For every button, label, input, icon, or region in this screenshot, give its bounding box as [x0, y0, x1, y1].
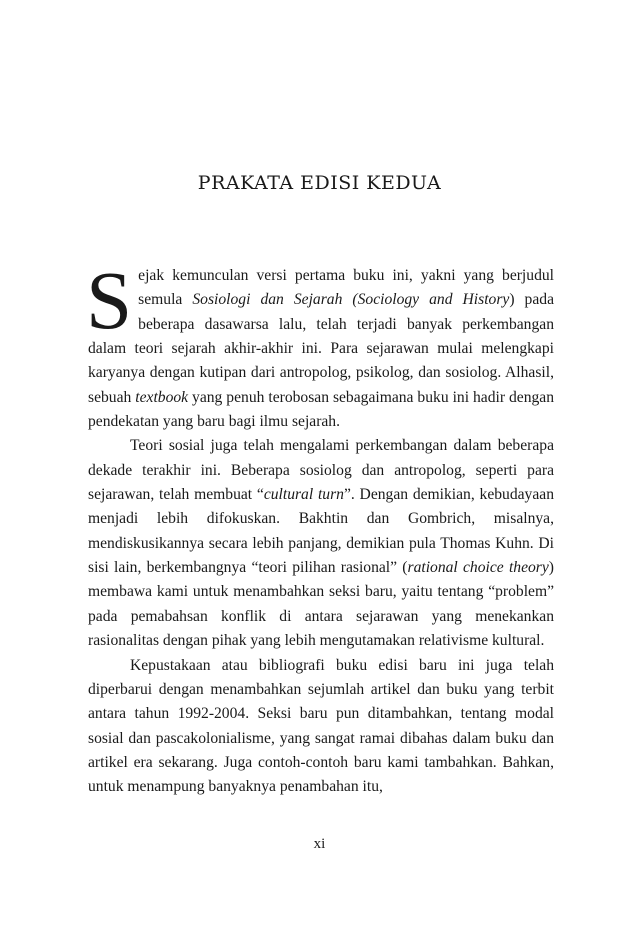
- drop-cap: S: [86, 254, 133, 346]
- paragraph-2-text-a: Teori sosial juga telah mengalami perkembangan dalam beberapa dekade terakhir ini. Beberapa sosiolog dan antropolog, seperti para sejarawan, telah membuat “: [88, 437, 554, 504]
- page-title: PRAKATA EDISI KEDUA: [197, 172, 442, 194]
- paragraph-1-text-c: yang penuh terobosan sebagaimana buku ini hadir dengan pendekatan yang baru bagi ilmu sejarah.: [88, 388, 555, 431]
- textbook-italic: textbook: [135, 388, 189, 406]
- paragraph-3: Kepustakaan atau bibliografi buku edisi baru ini juga telah diperbarui dengan menambahkan sejumlah artikel dan buku yang terbit antara tahun 1992-2004. Seksi baru pun ditambahkan, tentang modal sosial dan pascakolonialisme, yang sangat ramai dibahas dalam buku dan artikel era sekarang. Juga contoh-contoh baru kami tambahkan. Bahkan, untuk menampung banyaknya penambahan itu,: [88, 656, 554, 796]
- cultural-turn-italic: cultural turn: [263, 486, 344, 504]
- paragraph-1-text-b: ) pada beberapa dasawarsa lalu, telah terjadi banyak perkembangan dalam teori sejarah akhir-akhir ini. Para sejarawan mulai melengkapi karyanya dengan kutipan dari antropolog, psikolog, dan sosiolog. Alhasil, sebuah: [88, 291, 554, 406]
- page-number: xi: [313, 836, 326, 852]
- paragraph-2: [88, 434, 554, 653]
- paragraph-1: [86, 254, 555, 434]
- paragraph-2-text-b: ”. Dengan demikian, kebudayaan menjadi lebih difokuskan. Bakhtin dan Gombrich, misalnya, mendiskusikannya secara lebih panjang, demikian pula Thomas Kuhn. Di sisi lain, berkembangnya “teori pilihan rasional” (: [88, 486, 554, 577]
- paragraph-2-text-c: ) membawa kami untuk menambahkan seksi baru, yaitu tentang “problem” pada pemabahsan konflik di antara sejarawan yang menekankan rasionalitas dengan pihak yang lebih mengutamakan relativisme kultural.: [88, 559, 554, 650]
- paragraph-1-text-a: ejak kemunculan versi pertama buku ini, yakni yang berjudul semula: [138, 267, 554, 309]
- body-text: [86, 254, 555, 800]
- book-title-italic: Sosiologi dan Sejarah (Sociology and History: [192, 291, 510, 309]
- rational-choice-italic: rational choice theory: [407, 559, 549, 577]
